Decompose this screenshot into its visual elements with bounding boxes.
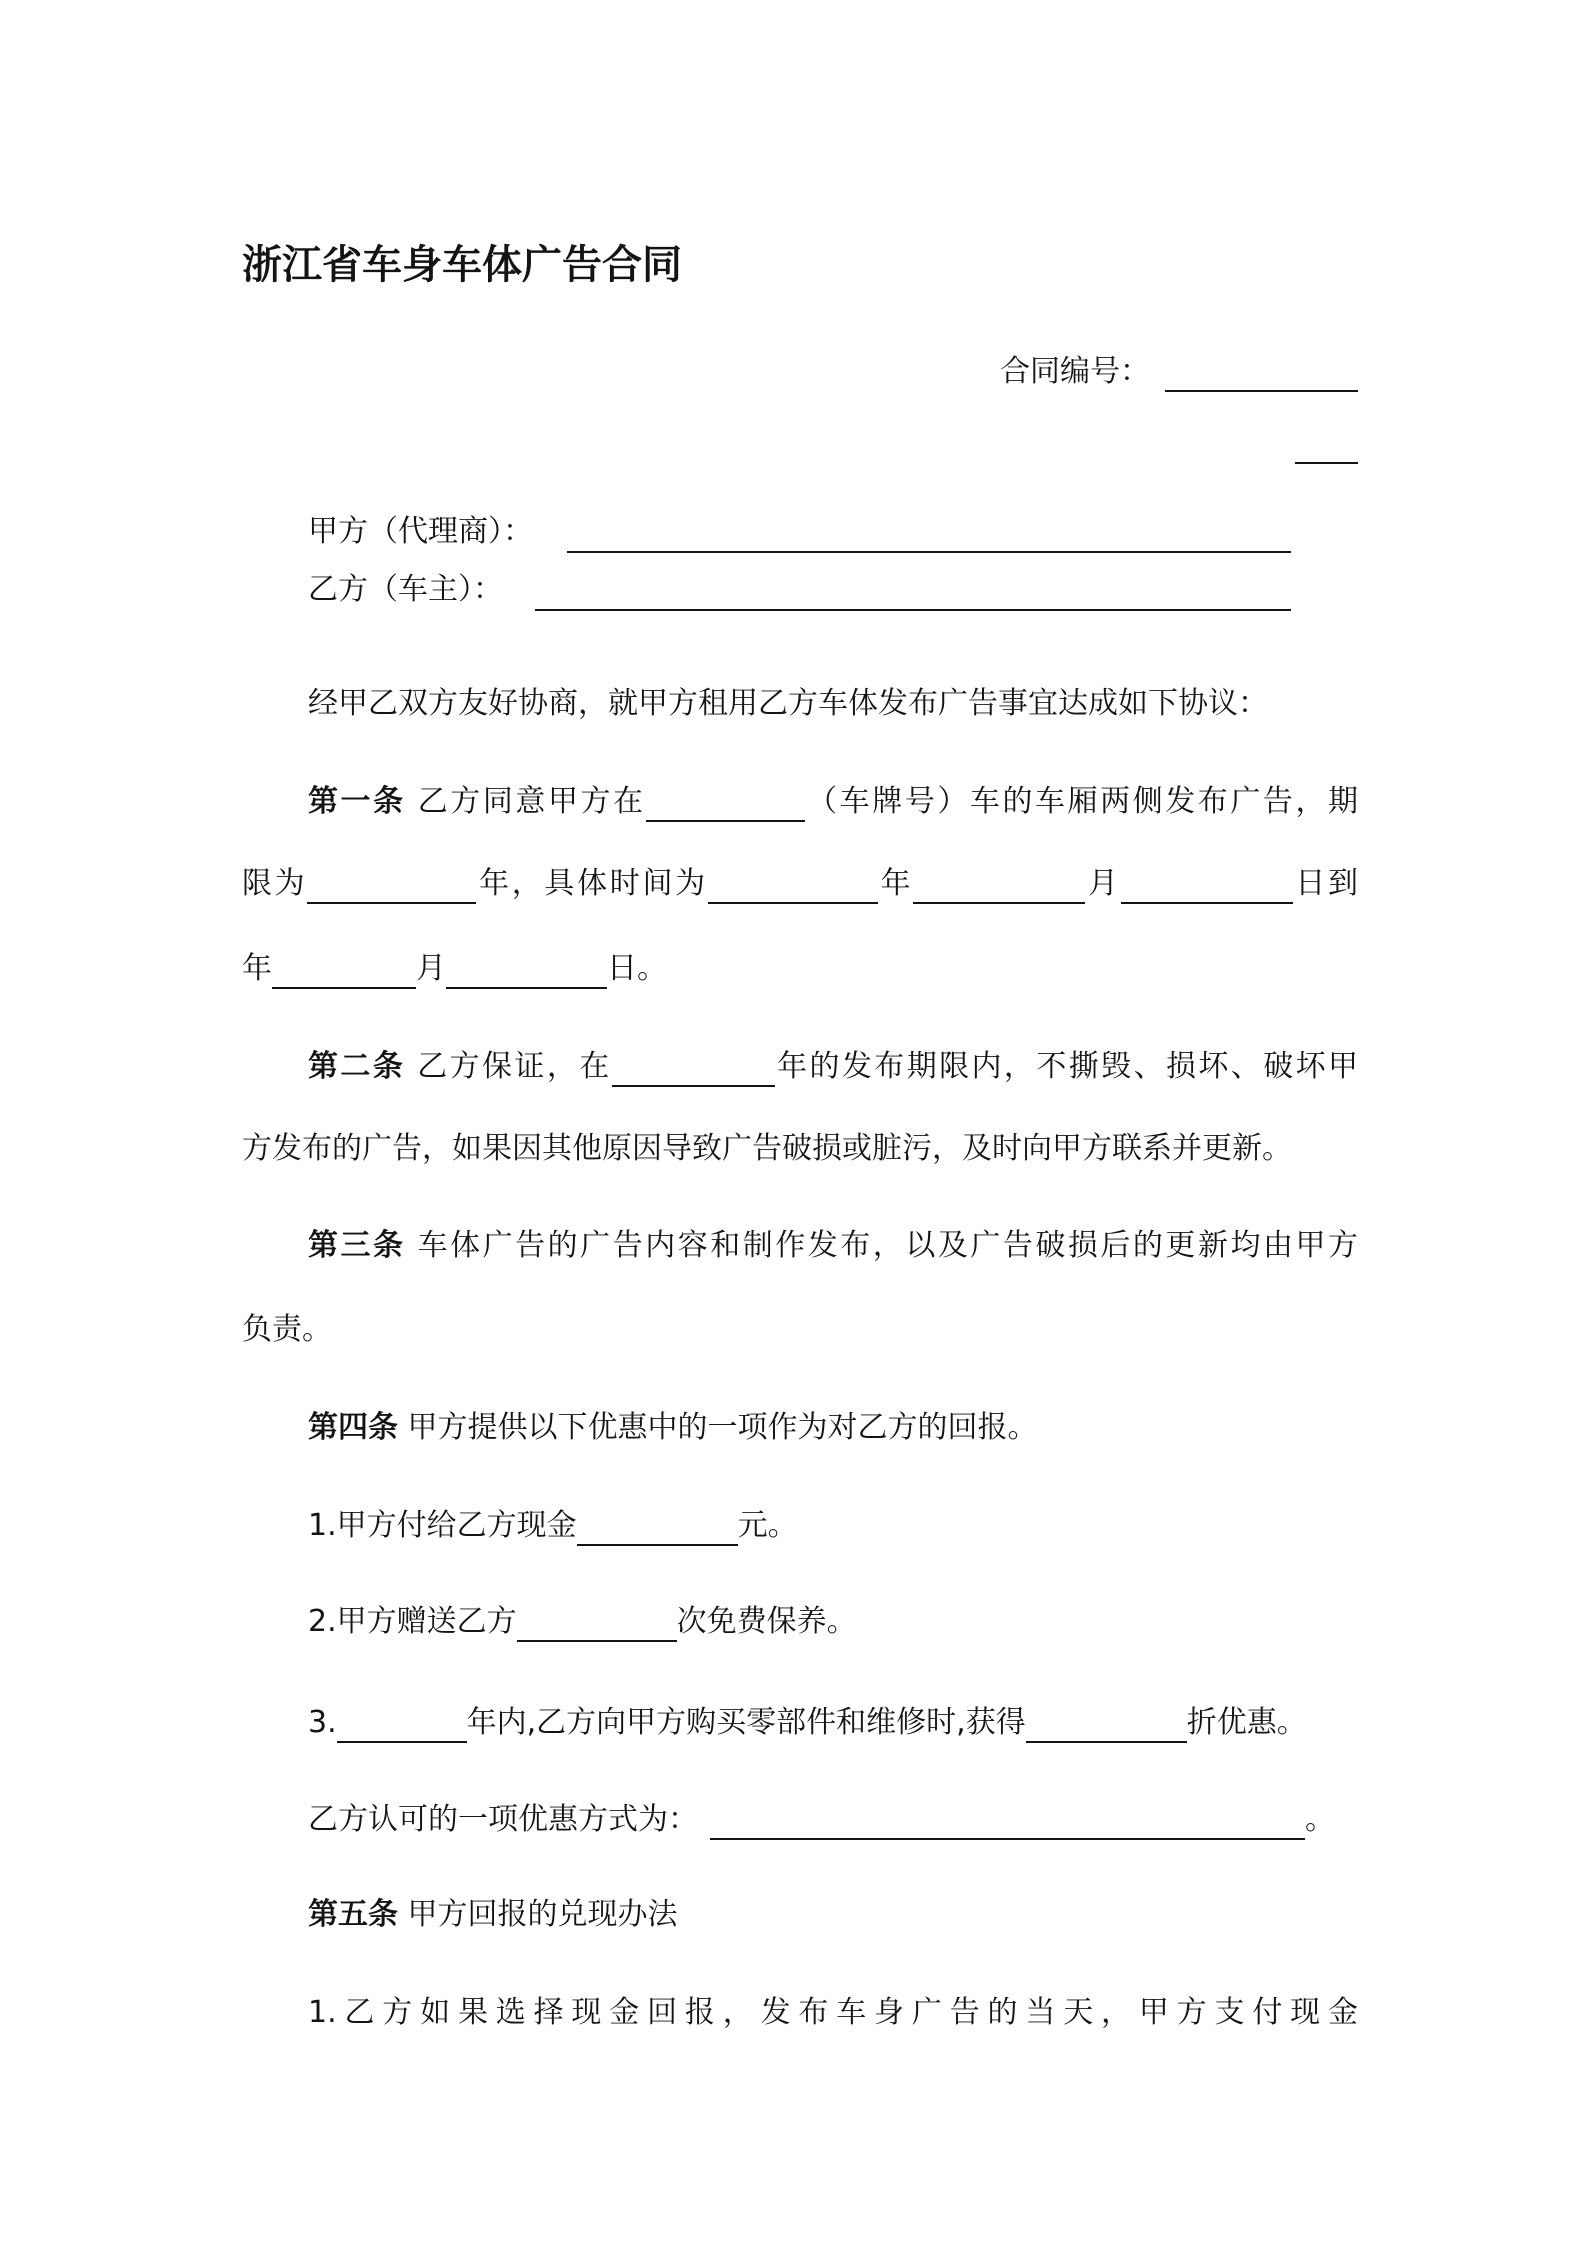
intro-paragraph: 经甲乙双方友好协商，就甲方租用乙方车体发布广告事宜达成如下协议： [308,686,1268,721]
article-3-line-2: 负责。 [242,1312,332,1347]
cash-amount-blank[interactable] [577,1510,738,1546]
term-years-blank[interactable] [307,868,476,904]
article-3-heading: 第三条 [308,1228,406,1263]
article-2-heading: 第二条 [308,1049,406,1084]
publish-years-blank[interactable] [612,1051,775,1087]
start-year-blank[interactable] [708,868,878,904]
article-5-heading: 第五条 [308,1897,398,1932]
chosen-option-text: 。 [1305,1802,1335,1837]
article-1-text: 月 [1085,866,1121,901]
contract-number-blank-continued[interactable] [1295,462,1358,464]
article-3-line-1 [308,1226,1358,1266]
party-a-label: 甲方（代理商）： [308,514,533,549]
chosen-option-line [308,1800,1335,1840]
article-2-text: 乙方保证，在 [417,1049,612,1084]
article-4-text: 甲方提供以下优惠中的一项作为对乙方的回报。 [407,1410,1038,1445]
document-title: 浙江省车身车体广告合同 [242,242,682,288]
option-1-text: 1.甲方付给乙方现金 [308,1508,577,1543]
article-5-paragraph-1 [308,1993,1358,2033]
contract-number-label: 合同编号： [1000,354,1150,389]
article-1-line-1 [308,782,1358,822]
article-1-text: 日到 [1292,866,1358,901]
party-a-blank[interactable] [567,551,1291,553]
start-day-blank[interactable] [1121,868,1293,904]
article-1-line-3 [242,949,667,989]
end-day-blank[interactable] [446,953,607,989]
option-2 [308,1602,857,1642]
option-3 [308,1703,1307,1743]
article-1-line-2 [242,864,1358,904]
article-1-text: 乙方同意甲方在 [417,784,646,819]
article-1-text: 年 [877,866,914,901]
article-2-line-1 [308,1047,1358,1087]
party-b-blank[interactable] [535,609,1291,611]
option-3-text: 3. [308,1705,337,1740]
article-1-text: （车牌号）车的车厢两侧发布广告，期 [804,784,1359,819]
article-2-text: 年的发布期限内，不撕毁、损坏、破坏甲 [774,1049,1359,1084]
article-1-text: 日。 [607,951,667,986]
free-maintenance-count-blank[interactable] [517,1606,677,1642]
chosen-option-label: 乙方认可的一项优惠方式为： [308,1802,698,1837]
article-5-line-1 [308,1895,678,1935]
option-2-text: 次免费保养。 [676,1604,857,1639]
discount-rate-blank[interactable] [1026,1707,1187,1743]
option-1 [308,1506,798,1546]
article-1-text: 限为 [242,866,308,901]
option-3-text: 折优惠。 [1186,1705,1307,1740]
article-3-text: 车体广告的广告内容和制作发布，以及广告破损后的更新均由甲方 [417,1228,1359,1263]
plate-number-blank[interactable] [646,786,805,822]
article-2-line-2: 方发布的广告，如果因其他原因导致广告破损或脏污，及时向甲方联系并更新。 [242,1131,1292,1166]
discount-years-blank[interactable] [337,1707,467,1743]
article-1-text: 年，具体时间为 [476,866,708,901]
option-1-text: 元。 [737,1508,798,1543]
end-month-blank[interactable] [272,953,416,989]
article-1-text: 月 [416,951,446,986]
article-1-heading: 第一条 [308,784,406,819]
option-2-text: 2.甲方赠送乙方 [308,1604,517,1639]
article-5-text: 1.乙方如果选择现金回报，发布车身广告的当天，甲方支付现金 [308,1995,1358,2030]
option-3-text: 年内,乙方向甲方购买零部件和维修时,获得 [466,1705,1026,1740]
article-4-heading: 第四条 [308,1410,398,1445]
article-4-line-1 [308,1408,1038,1448]
contract-number-blank[interactable] [1165,390,1358,392]
chosen-option-blank[interactable] [710,1804,1305,1840]
start-month-blank[interactable] [913,868,1085,904]
article-1-text: 年 [242,951,272,986]
party-b-label: 乙方（车主）： [308,572,503,607]
article-5-text: 甲方回报的兑现办法 [407,1897,678,1932]
